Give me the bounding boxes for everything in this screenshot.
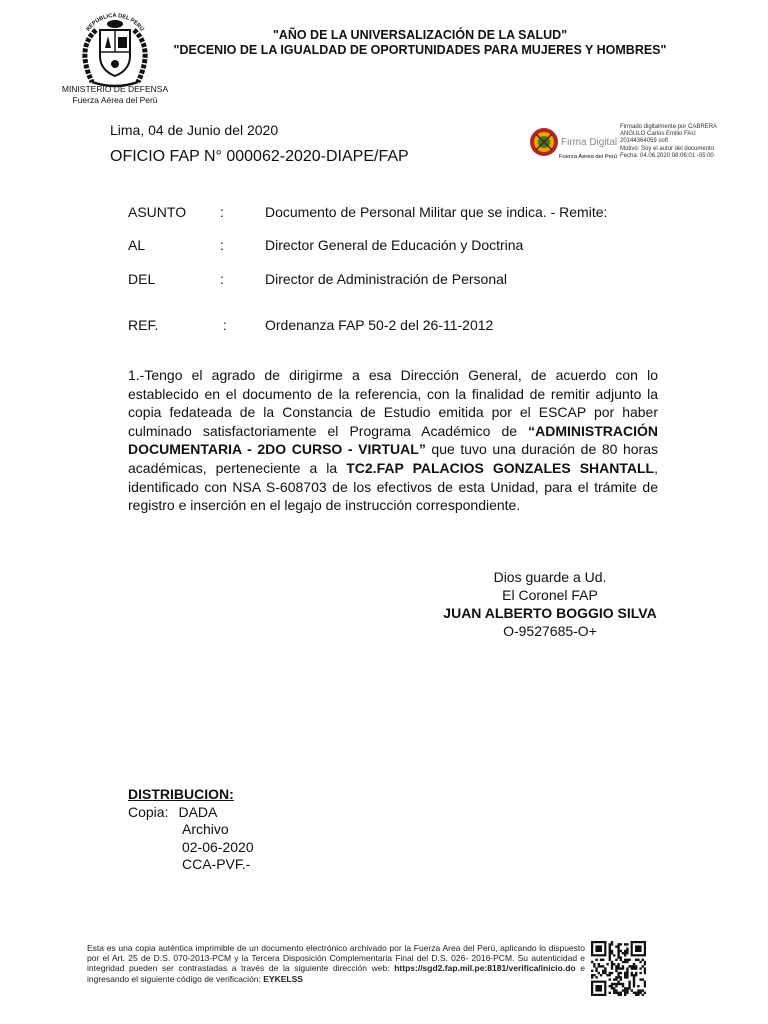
- copia-row: [128, 804, 254, 822]
- body-part-1: 1.-Tengo el agrado de dirigirme a esa Dirección General, de acuerdo con lo establecido en el documento de la referencia, con la finalidad de remitir adjunto la copia fedateada de la Constancia de Estudio emitida por el ESCAP por haber culminado satisfactoriamente el Programa Académico de: [128, 367, 658, 439]
- del-label: DEL: [128, 271, 156, 287]
- person-name: TC2.FAP PALACIOS GONZALES SHANTALL: [346, 459, 655, 476]
- ministry-name: MINISTERIO DE DEFENSA: [61, 84, 169, 94]
- date-line: Lima, 04 de Junio del 2020: [110, 122, 279, 138]
- course-name: “ADMINISTRACIÓN DOCUMENTARIA - 2DO CURSO - VIRTUAL”: [128, 422, 658, 458]
- asunto-label: ASUNTO: [128, 204, 187, 220]
- distribution-item: CCA-PVF.-: [182, 856, 251, 872]
- header-mottos: [140, 28, 700, 58]
- firma-digital-text: Firma Digital: [561, 137, 618, 148]
- ministry-subunit: Fuerza Aérea del Perú: [72, 95, 158, 105]
- signature-line-2: ANGULO Carlos Emilio FAU: [620, 131, 696, 138]
- al-value: Director General de Educación y Doctrina: [265, 237, 524, 253]
- signature-line-1: Firmado digitalmente por CABRERA: [620, 124, 718, 130]
- al-colon: :: [220, 237, 224, 253]
- qr-code-icon: [591, 941, 646, 996]
- signature-line-3: 20144364059 soft: [620, 138, 669, 145]
- footer-mid: e ingresando el siguiente código de verificación:: [87, 963, 585, 984]
- distribution-item: DADA: [178, 803, 218, 820]
- body-part-3: , identificado con NSA S-608703 de los efectivos de esta Unidad, para el trámite de registro e inserción en el legajo de instrucción correspondiente.: [128, 459, 658, 514]
- distribution-block: [128, 786, 254, 874]
- asunto-value: Documento de Personal Militar que se indica. - Remite:: [265, 204, 608, 220]
- firma-digital-subtext: Fuerza Aérea del Perú: [559, 154, 618, 160]
- al-label: AL: [128, 237, 146, 253]
- body-part-2: que tuvo una duración de 80 horas académicas, perteneciente a la: [128, 441, 658, 476]
- seal-label: REPÚBLICA DEL PERÚ: [85, 12, 145, 33]
- signature-line-4: Motivo: Soy el autor del documento: [620, 145, 715, 152]
- digital-signature-details: [620, 124, 750, 160]
- signature-line-5: Fecha: 04.06.2020 08:06:01 -05:00: [620, 152, 714, 159]
- ref-value: Ordenanza FAP 50-2 del 26-11-2012: [265, 317, 494, 333]
- distribution-title: DISTRIBUCION:: [128, 786, 234, 802]
- verification-code: EYKELSS: [263, 973, 303, 984]
- closing-rank: El Coronel FAP: [502, 587, 598, 603]
- footer-text: Esta es una copia auténtica imprimible de un documento electrónico archivado por la Fuerza Area del Perú, aplicando lo dispuesto por el Art. 25 de D.S. 070-2013-PCM y la Tercera Disposición Complementaria Final del D.S. 026- 2016-PCM. Su autenticidad e integridad pueden ser contrastadas a través de la siguiente dirección web:: [87, 943, 585, 974]
- copia-label: Copia:: [128, 803, 169, 820]
- closing-greeting: Dios guarde a Ud.: [493, 569, 607, 585]
- decade-name: "DECENIO DE LA IGUALDAD DE OPORTUNIDADES PARA MUJERES Y HOMBRES": [173, 43, 667, 57]
- signer-id: O-9527685-O+: [503, 623, 597, 639]
- signer-name: JUAN ALBERTO BOGGIO SILVA: [443, 605, 657, 621]
- body-paragraph: [128, 366, 658, 515]
- ref-label: REF.: [128, 317, 159, 333]
- distribution-item: 02-06-2020: [182, 838, 254, 855]
- verification-footer: [87, 943, 585, 984]
- oficio-number: OFICIO FAP N° 000062-2020-DIAPE/FAP: [110, 148, 409, 165]
- ref-colon: :: [223, 317, 227, 333]
- verification-url[interactable]: https://sgd2.fap.mil.pe:8181/verifica/inicio.do: [394, 963, 576, 974]
- ministry-block: [58, 84, 172, 106]
- del-colon: :: [220, 271, 224, 287]
- del-value: Director de Administración de Personal: [265, 271, 508, 287]
- distribution-item: Archivo: [182, 821, 229, 837]
- year-name: "AÑO DE LA UNIVERSALIZACIÓN DE LA SALUD": [272, 28, 568, 42]
- asunto-colon: :: [220, 204, 224, 220]
- firma-digital-logo: [528, 120, 620, 164]
